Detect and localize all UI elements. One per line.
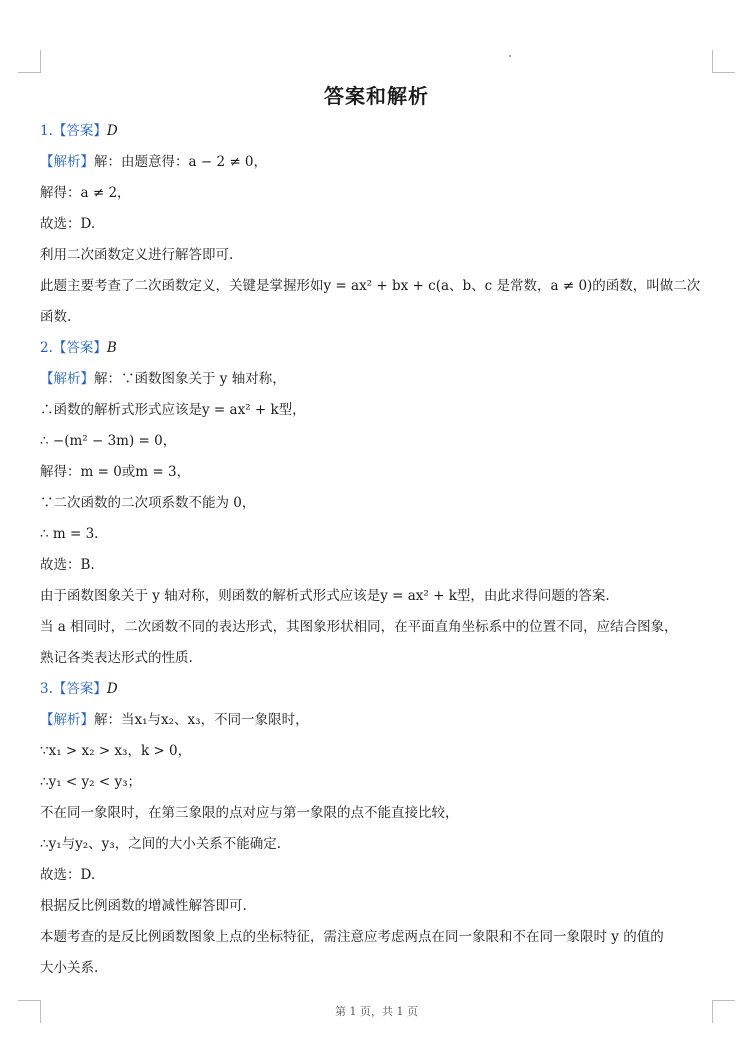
answer-tag: 【答案】 (52, 123, 107, 139)
analysis-line: ∴y₁ < y₂ < y₃； (40, 774, 141, 790)
analysis-tag: 【解析】 (40, 371, 94, 387)
analysis-line: ∴y₁与y₂、y₃，之间的大小关系不能确定. (40, 836, 281, 852)
question-number: 2. (40, 340, 53, 356)
analysis-tag: 【解析】 (40, 154, 94, 170)
analysis-line: ∴ −(m² − 3m) = 0， (40, 433, 177, 449)
analysis-line: ∴函数的解析式形式应该是y = ax² + k型， (40, 402, 306, 418)
analysis-text: 解：由题意得：a − 2 ≠ 0， (94, 154, 268, 170)
analysis-line: ∴ m = 3. (40, 526, 99, 542)
crop-mark-top-right (712, 50, 735, 73)
analysis-line: 不在同一象限时，在第三象限的点对应与第一象限的点不能直接比较， (40, 805, 459, 821)
analysis-tag: 【解析】 (40, 712, 94, 728)
answer-tag: 【答案】 (52, 681, 107, 697)
analysis-line: 解得：a ≠ 2， (40, 185, 131, 201)
analysis-text: 解：∵函数图象关于 y 轴对称， (94, 371, 286, 387)
analysis-line: 根据反比例函数的增减性解答即可. (40, 898, 247, 914)
analysis-line: 故选：D. (40, 867, 96, 883)
analysis-line: 大小关系. (40, 960, 99, 976)
analysis-line (40, 364, 700, 395)
analysis-line: 故选：D. (40, 216, 96, 232)
analysis-line: 当 a 相同时，二次函数不同的表达形式，其图象形状相同，在平面直角坐标系中的位置不同，应结合图象， (40, 619, 678, 635)
question-3-answer-line (40, 674, 700, 705)
question-2-answer-line (40, 333, 700, 364)
analysis-line: 利用二次函数定义进行解答即可. (40, 247, 234, 263)
analysis-line: 故选：B. (40, 557, 95, 573)
analysis-line: 熟记各类表达形式的性质. (40, 650, 193, 666)
analysis-line: 函数. (40, 309, 72, 325)
question-1-answer-line (40, 116, 700, 147)
answer-tag: 【答案】 (52, 340, 107, 356)
analysis-line: ∵x₁ > x₂ > x₃，k > 0， (40, 743, 192, 759)
analysis-line: 由于函数图象关于 y 轴对称，则函数的解析式形式应该是y = ax² + k型，由此求得问题的答案. (40, 588, 610, 604)
analysis-text: 解：当x₁与x₂、x₃，不同一象限时， (94, 712, 309, 728)
analysis-line (40, 147, 700, 178)
answer-letter: B (106, 340, 117, 356)
crop-mark-top-left (18, 50, 41, 73)
analysis-line (40, 705, 700, 736)
analysis-line: 解得：m = 0或m = 3， (40, 464, 191, 480)
answer-letter: D (106, 123, 118, 139)
document-body (40, 116, 700, 984)
analysis-line: ∵二次函数的二次项系数不能为 0， (40, 495, 256, 511)
answer-letter: D (106, 681, 118, 697)
page-dot (509, 55, 511, 57)
analysis-line: 本题考查的是反比例函数图象上点的坐标特征，需注意应考虑两点在同一象限和不在同一象限时 y 的值的 (40, 929, 664, 945)
analysis-line: 此题主要考查了二次函数定义，关键是掌握形如y = ax² + bx + c(a、b、c 是常数，a ≠ 0)的函数，叫做二次 (40, 278, 701, 294)
question-number: 1. (40, 123, 53, 139)
page-title: 答案和解析 (324, 84, 429, 108)
question-number: 3. (40, 681, 53, 697)
page-footer: 第 1 页，共 1 页 (335, 1005, 418, 1018)
